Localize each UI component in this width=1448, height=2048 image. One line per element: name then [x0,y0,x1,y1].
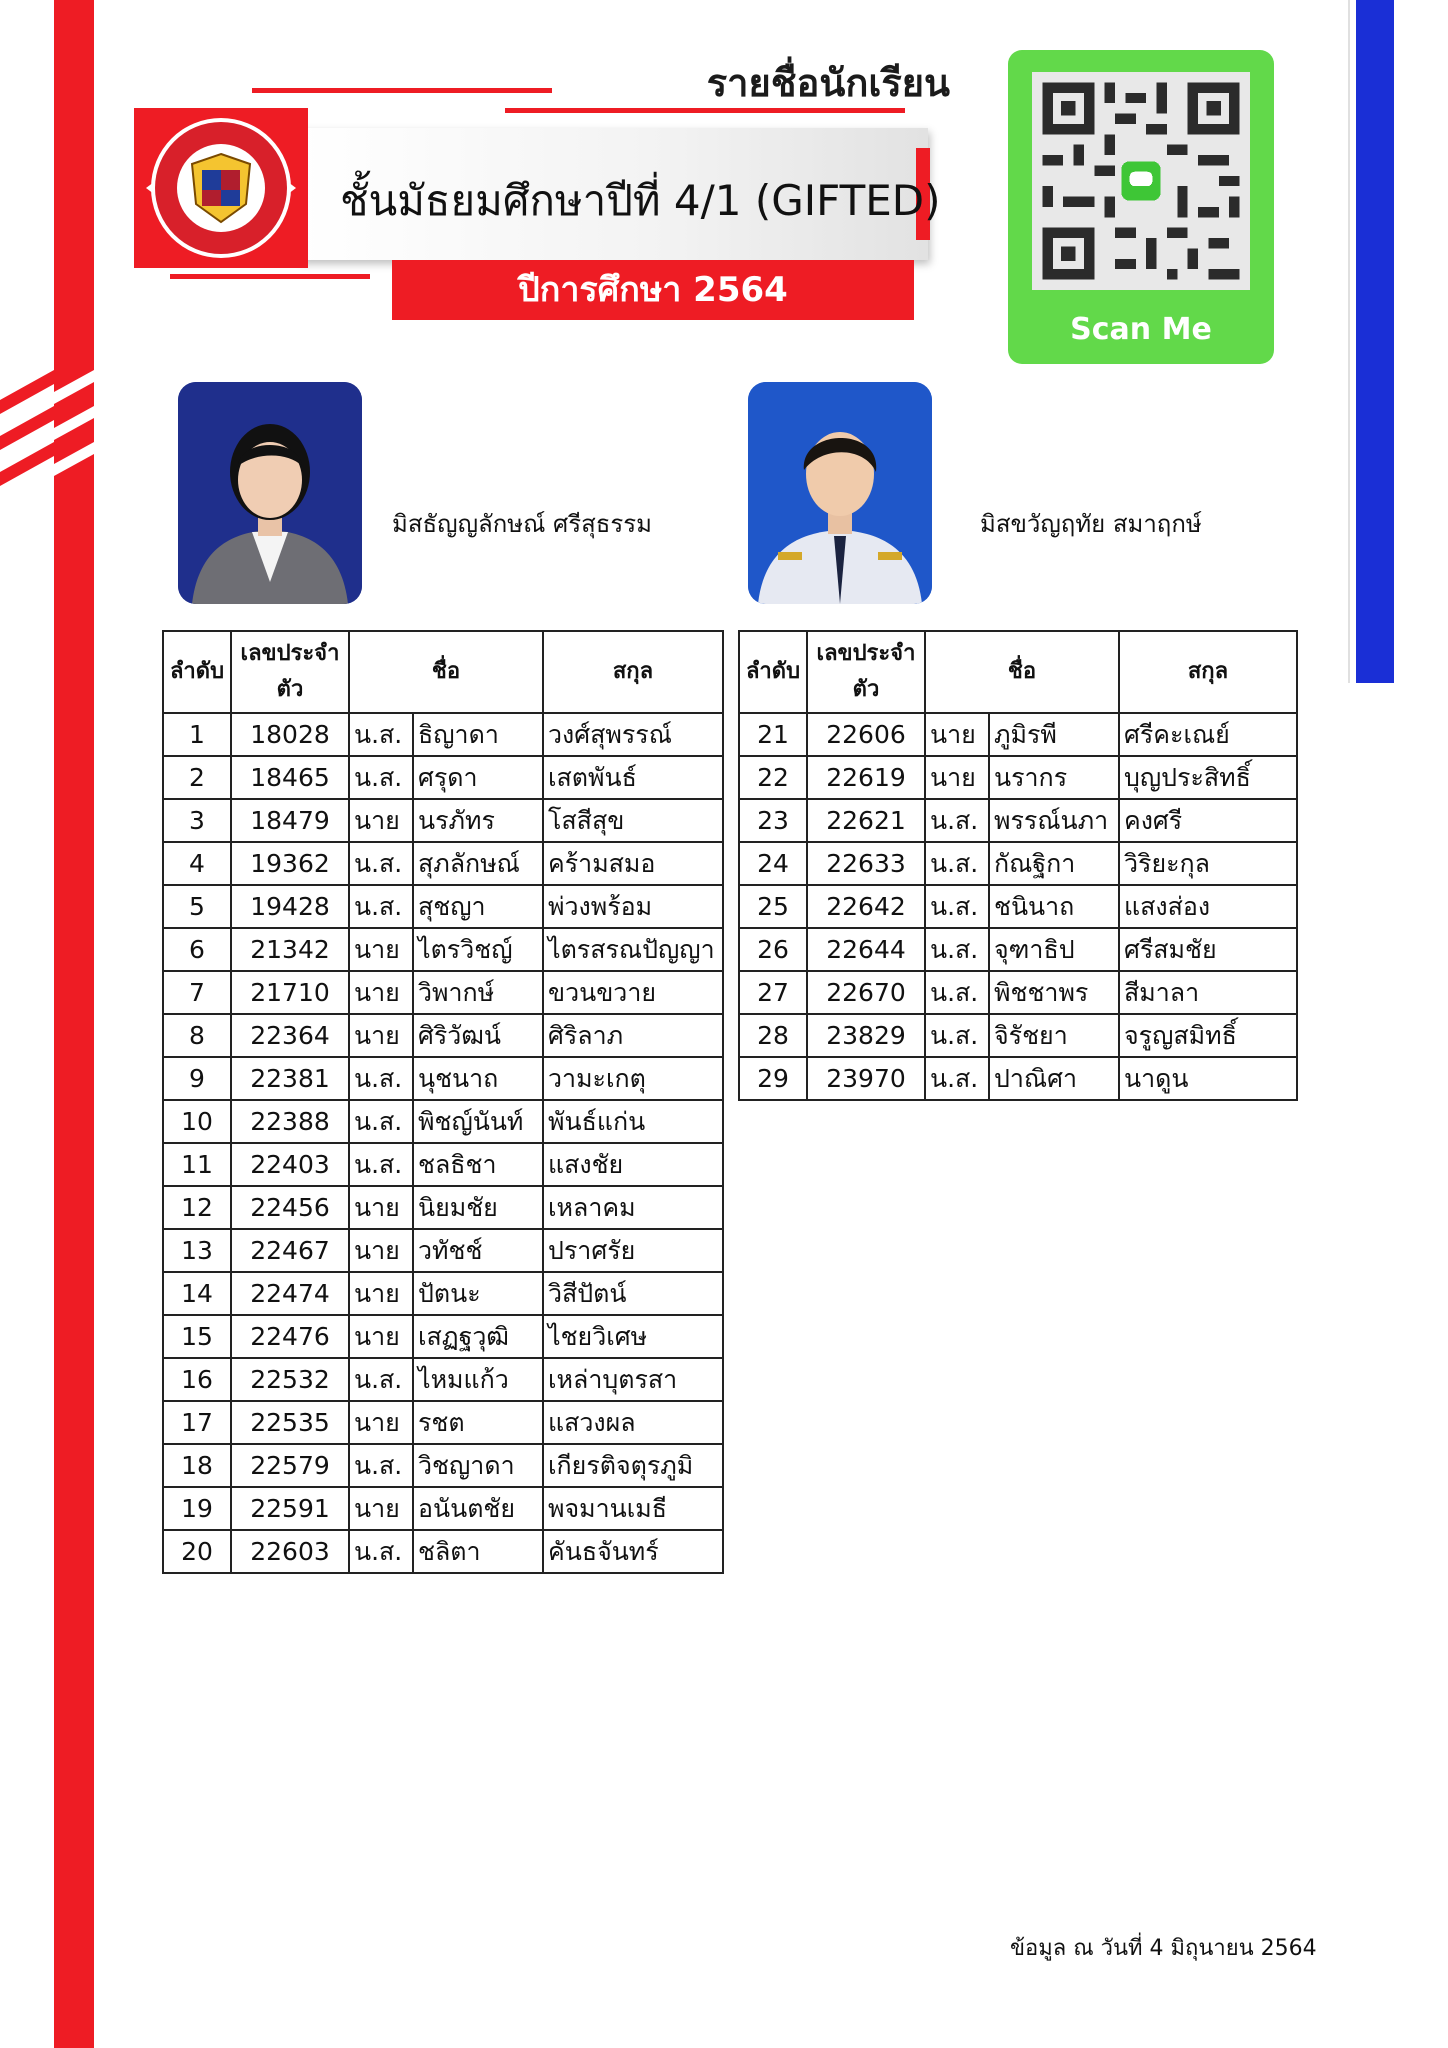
cell-number: 6 [163,928,231,971]
class-title: ชั้นมัธยมศึกษาปีที่ 4/1 (GIFTED) [340,176,941,225]
cell-last-name: ปราศรัย [543,1229,723,1272]
cell-prefix: น.ส. [349,756,413,799]
cell-number: 26 [739,928,807,971]
table-row [739,1057,1297,1100]
table-row [739,971,1297,1014]
cell-number: 12 [163,1186,231,1229]
cell-first-name: ชลธิชา [413,1143,543,1186]
cell-last-name: ศรีคะเณย์ [1119,713,1297,756]
cell-number: 24 [739,842,807,885]
cell-student-id: 22381 [231,1057,349,1100]
cell-last-name: วิริยะกุล [1119,842,1297,885]
table-row [163,1444,723,1487]
table-row [739,928,1297,971]
cell-prefix: นาย [925,756,989,799]
cell-last-name: ไชยวิเศษ [543,1315,723,1358]
cell-number: 22 [739,756,807,799]
cell-student-id: 18465 [231,756,349,799]
cell-number: 9 [163,1057,231,1100]
header-student-id: เลขประจำตัว [807,631,925,713]
cell-prefix: นาย [349,1401,413,1444]
academic-year-banner: ปีการศึกษา 2564 [392,260,914,320]
cell-first-name: ชนินาถ [989,885,1119,928]
cell-prefix: น.ส. [349,885,413,928]
diagonal-stripes-decoration [0,370,100,490]
cell-first-name: วทัชช์ [413,1229,543,1272]
cell-last-name: ไตรสรณปัญญา [543,928,723,971]
table-row [739,1014,1297,1057]
cell-prefix: น.ส. [349,1530,413,1573]
cell-first-name: สุภลักษณ์ [413,842,543,885]
cell-last-name: แสวงผล [543,1401,723,1444]
header-student-id: เลขประจำตัว [231,631,349,713]
cell-first-name: ศรุดา [413,756,543,799]
cell-last-name: โสสีสุข [543,799,723,842]
cell-last-name: คร้ามสมอ [543,842,723,885]
cell-first-name: จิรัชยา [989,1014,1119,1057]
qr-code-icon[interactable] [1032,72,1250,290]
school-emblem-icon [134,108,308,268]
cell-last-name: วามะเกตุ [543,1057,723,1100]
cell-first-name: ศิริวัฒน์ [413,1014,543,1057]
cell-prefix: น.ส. [349,1057,413,1100]
table-header-row [163,631,723,713]
cell-first-name: พิชญ์นันท์ [413,1100,543,1143]
cell-prefix: นาย [349,928,413,971]
cell-last-name: พ่วงพร้อม [543,885,723,928]
cell-prefix: นาย [349,1315,413,1358]
cell-prefix: นาย [925,713,989,756]
cell-student-id: 22535 [231,1401,349,1444]
table-row [163,1229,723,1272]
cell-student-id: 22476 [231,1315,349,1358]
cell-prefix: น.ส. [349,1358,413,1401]
cell-first-name: วิพากษ์ [413,971,543,1014]
list-title: รายชื่อนักเรียน [706,61,950,105]
cell-student-id: 22642 [807,885,925,928]
school-logo [134,108,308,268]
person-portrait-icon [178,382,362,604]
cell-number: 15 [163,1315,231,1358]
cell-first-name: นุชนาถ [413,1057,543,1100]
cell-first-name: นิยมชัย [413,1186,543,1229]
cell-number: 27 [739,971,807,1014]
table-row [163,756,723,799]
cell-student-id: 22467 [231,1229,349,1272]
cell-number: 8 [163,1014,231,1057]
cell-student-id: 18028 [231,713,349,756]
cell-prefix: น.ส. [349,1444,413,1487]
teacher-photo-right [748,382,932,604]
student-table-left [162,630,724,1574]
cell-prefix: น.ส. [925,842,989,885]
cell-student-id: 22474 [231,1272,349,1315]
table-row [163,885,723,928]
table-row [163,1186,723,1229]
cell-number: 25 [739,885,807,928]
cell-number: 3 [163,799,231,842]
cell-number: 23 [739,799,807,842]
cell-student-id: 22606 [807,713,925,756]
table-header-row [739,631,1297,713]
table-row [163,713,723,756]
cell-student-id: 22644 [807,928,925,971]
header-last-name: สกุล [1119,631,1297,713]
cell-last-name: แสงชัย [543,1143,723,1186]
header-no: ลำดับ [163,631,231,713]
cell-student-id: 22532 [231,1358,349,1401]
table-row [163,1100,723,1143]
cell-prefix: น.ส. [925,799,989,842]
person-portrait-icon [748,382,932,604]
header-no: ลำดับ [739,631,807,713]
cell-prefix: น.ส. [925,1014,989,1057]
cell-last-name: เกียรติจตุรภูมิ [543,1444,723,1487]
cell-prefix: นาย [349,1014,413,1057]
cell-last-name: แสงส่อง [1119,885,1297,928]
cell-number: 5 [163,885,231,928]
cell-student-id: 22670 [807,971,925,1014]
cell-last-name: สีมาลา [1119,971,1297,1014]
table-row [163,971,723,1014]
cell-number: 18 [163,1444,231,1487]
cell-first-name: ปัตนะ [413,1272,543,1315]
table-row [163,1315,723,1358]
cell-number: 11 [163,1143,231,1186]
table-row [163,842,723,885]
cell-number: 20 [163,1530,231,1573]
cell-last-name: พันธ์แก่น [543,1100,723,1143]
table-row [739,885,1297,928]
cell-student-id: 22364 [231,1014,349,1057]
left-red-bar [54,0,94,2048]
cell-number: 1 [163,713,231,756]
table-row [163,1143,723,1186]
cell-last-name: วิสีปัตน์ [543,1272,723,1315]
cell-last-name: พจมานเมธี [543,1487,723,1530]
cell-number: 21 [739,713,807,756]
cell-last-name: เหล่าบุตรสา [543,1358,723,1401]
cell-first-name: นรภัทร [413,799,543,842]
cell-prefix: น.ส. [925,971,989,1014]
cell-number: 10 [163,1100,231,1143]
cell-prefix: น.ส. [349,842,413,885]
cell-number: 16 [163,1358,231,1401]
cell-prefix: นาย [349,1272,413,1315]
header-first-name: ชื่อ [349,631,543,713]
header-red-line [505,108,905,113]
cell-first-name: ชลิตา [413,1530,543,1573]
cell-last-name: เสตพันธ์ [543,756,723,799]
table-row [163,1014,723,1057]
cell-last-name: นาดูน [1119,1057,1297,1100]
teacher-photo-left [178,382,362,604]
cell-first-name: สุชญา [413,885,543,928]
cell-last-name: คงศรี [1119,799,1297,842]
cell-first-name: จุฑาธิป [989,928,1119,971]
cell-last-name: บุญประสิทธิ์ [1119,756,1297,799]
cell-first-name: กัณฐิกา [989,842,1119,885]
table-row [163,1487,723,1530]
cell-student-id: 21342 [231,928,349,971]
cell-number: 19 [163,1487,231,1530]
cell-prefix: น.ส. [925,1057,989,1100]
table-row [163,928,723,971]
cell-student-id: 19428 [231,885,349,928]
cell-first-name: ไหมแก้ว [413,1358,543,1401]
table-row [163,1272,723,1315]
cell-prefix: นาย [349,1229,413,1272]
cell-student-id: 22633 [807,842,925,885]
header-last-name: สกุล [543,631,723,713]
table-row [739,842,1297,885]
cell-number: 28 [739,1014,807,1057]
cell-number: 14 [163,1272,231,1315]
cell-last-name: ขวนขวาย [543,971,723,1014]
cell-first-name: นรากร [989,756,1119,799]
cell-last-name: เหลาคม [543,1186,723,1229]
cell-prefix: นาย [349,1487,413,1530]
cell-first-name: ไตรวิชญ์ [413,928,543,971]
cell-prefix: น.ส. [925,928,989,971]
cell-first-name: ธิญาดา [413,713,543,756]
cell-student-id: 22579 [231,1444,349,1487]
table-row [163,799,723,842]
cell-first-name: ภูมิรพี [989,713,1119,756]
cell-first-name: วิชญาดา [413,1444,543,1487]
cell-number: 2 [163,756,231,799]
cell-last-name: วงศ์สุพรรณ์ [543,713,723,756]
cell-first-name: พิชชาพร [989,971,1119,1014]
cell-student-id: 21710 [231,971,349,1014]
cell-prefix: น.ส. [349,713,413,756]
cell-student-id: 22456 [231,1186,349,1229]
cell-student-id: 22621 [807,799,925,842]
cell-student-id: 22403 [231,1143,349,1186]
cell-last-name: ศรีสมชัย [1119,928,1297,971]
cell-first-name: พรรณ์นภา [989,799,1119,842]
table-row [739,799,1297,842]
cell-student-id: 23829 [807,1014,925,1057]
cell-student-id: 22388 [231,1100,349,1143]
cell-prefix: นาย [349,971,413,1014]
table-row [163,1358,723,1401]
cell-student-id: 22591 [231,1487,349,1530]
cell-first-name: เสฏฐวุฒิ [413,1315,543,1358]
cell-prefix: น.ส. [349,1100,413,1143]
cell-student-id: 22619 [807,756,925,799]
cell-prefix: นาย [349,799,413,842]
cell-student-id: 22603 [231,1530,349,1573]
cell-student-id: 23970 [807,1057,925,1100]
teacher-name-right: มิสขวัญฤทัย สมาฤกษ์ [980,510,1202,538]
cell-last-name: ศิริลาภ [543,1014,723,1057]
header-red-line [252,88,552,93]
student-table-right [738,630,1298,1101]
scan-me-label: Scan Me [1070,312,1212,347]
cell-number: 13 [163,1229,231,1272]
table-row [163,1530,723,1573]
cell-number: 29 [739,1057,807,1100]
cell-student-id: 18479 [231,799,349,842]
table-row [163,1401,723,1444]
header-red-line [170,274,370,279]
cell-last-name: คันธจันทร์ [543,1530,723,1573]
cell-prefix: น.ส. [349,1143,413,1186]
cell-last-name: จรูญสมิทธิ์ [1119,1014,1297,1057]
cell-number: 17 [163,1401,231,1444]
cell-number: 4 [163,842,231,885]
cell-prefix: นาย [349,1186,413,1229]
header-first-name: ชื่อ [925,631,1119,713]
cell-first-name: ปาณิศา [989,1057,1119,1100]
data-date-note: ข้อมูล ณ วันที่ 4 มิถุนายน 2564 [1010,1936,1317,1961]
cell-first-name: รชต [413,1401,543,1444]
table-row [739,713,1297,756]
right-blue-bar [1356,0,1394,683]
cell-prefix: น.ส. [925,885,989,928]
table-row [739,756,1297,799]
cell-number: 7 [163,971,231,1014]
cell-student-id: 19362 [231,842,349,885]
table-row [163,1057,723,1100]
cell-first-name: อนันตชัย [413,1487,543,1530]
teacher-name-left: มิสธัญญลักษณ์ ศรีสุธรรม [392,510,652,538]
